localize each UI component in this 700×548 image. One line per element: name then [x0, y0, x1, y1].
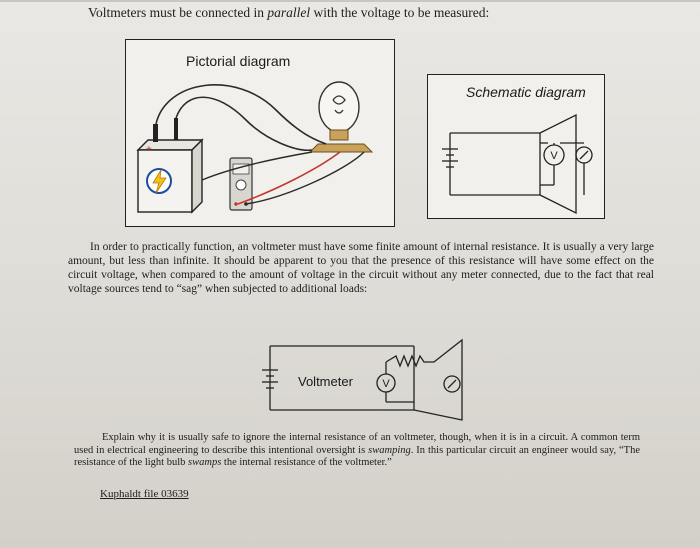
- paragraph2-part1: Explain why it is usually safe to ignore the internal resistance of an voltmeter, though, when it is in a circuit. A common term used in electrical engineering to describe this intentional oversight is: [74, 432, 640, 456]
- pictorial-diagram: [125, 39, 395, 227]
- paragraph2-term-swamps: swamps: [188, 457, 222, 468]
- schematic-diagram: [427, 74, 605, 219]
- pictorial-illustration: [126, 40, 394, 226]
- voltmeter-circuit-meter-symbol: V: [382, 378, 390, 390]
- heading-emphasis: parallel: [267, 5, 311, 20]
- wire-black-low: [202, 152, 312, 180]
- schematic-illustration: [428, 75, 604, 218]
- voltmeter-circuit: [264, 340, 466, 416]
- paragraph-internal-resistance: In order to practically function, an voltmeter must have some finite amount of internal resistance. It is usually a very large amount, but less than infinite. It should be apparent to you that the presence of this resistance will have some effect on the circuit voltage, when compared to the amount of voltage in the circuit without any meter connected, due to the fact that real voltage sources tend to “sag” when subjected to additional loads:: [68, 241, 654, 295]
- wire-red: [238, 152, 340, 204]
- battery-icon: [138, 118, 202, 212]
- paragraph2-part2: . In this particular circuit an engineer would say, “The resistance of the light bulb: [74, 444, 640, 468]
- wire-meter-return: [246, 152, 364, 204]
- page-heading: [88, 4, 648, 22]
- paragraph-swamping-question: [74, 432, 640, 470]
- paragraph2-part3: the internal resistance of the voltmeter.”: [221, 457, 392, 468]
- schematic-meter-symbol: V: [550, 150, 558, 162]
- voltmeter-circuit-illustration: [264, 340, 466, 416]
- heading-text-post: with the voltage to be measured:: [310, 5, 490, 20]
- pictorial-diagram-title: Pictorial diagram: [186, 53, 291, 69]
- battery-plus-label: +: [146, 144, 152, 155]
- voltmeter-label: Voltmeter: [298, 374, 353, 389]
- file-reference: Kuphaldt file 03639: [100, 488, 189, 500]
- paragraph2-term-swamping: swamping: [368, 444, 411, 456]
- page-top-edge: [0, 0, 700, 2]
- schematic-diagram-title: Schematic diagram: [466, 84, 586, 100]
- heading-text-pre: Voltmeters must be connected in: [88, 5, 268, 20]
